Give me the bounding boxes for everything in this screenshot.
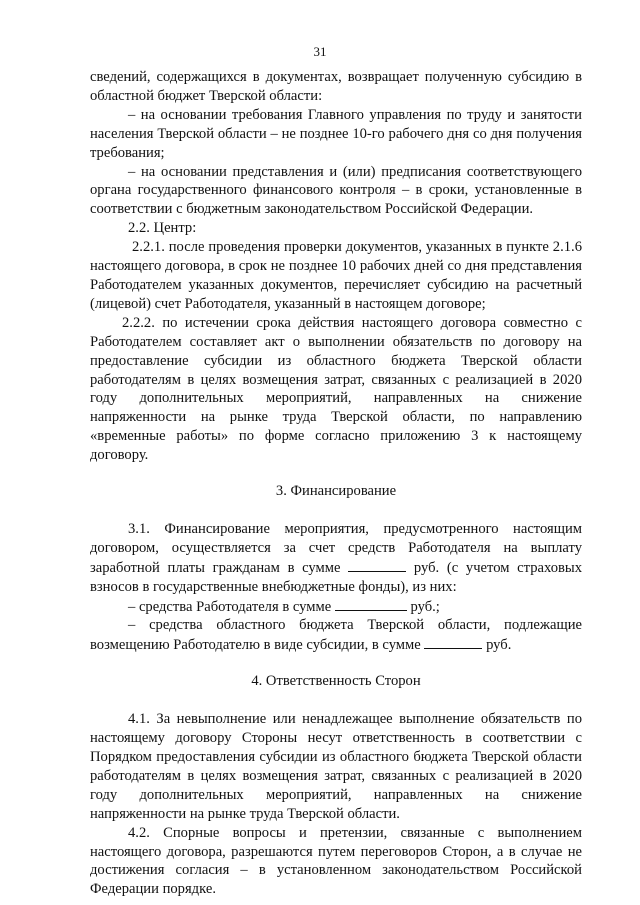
paragraph-3-1-end: руб. (с учетом страховых взносов в государственные внебюджетные фонды), из них: [90, 559, 582, 595]
paragraph-employer-funds [90, 597, 582, 617]
page-number: 31 [313, 44, 327, 59]
paragraph-2-2-2: 2.2.2. по истечении срока действия настоящего договора совместно с Работодателем составляет акт о выполнении обязательств по договору на предоставление субсидии из областного бюджета Тверской области работодателям в целях возмещения затрат, связанных с реализацией в 2020 году дополнительных мероприятий, направленных на снижение напряженности на рынке труда Тверской области, по направлению «временные работы» по форме согласно приложению 3 к настоящему договору. [90, 314, 582, 464]
paragraph-budget-funds [90, 616, 582, 655]
employer-funds-unit: руб.; [410, 598, 440, 615]
document-body [90, 68, 582, 899]
paragraph-requirement: – на основании требования Главного управления по труду и занятости населения Тверской области – не позднее 10-го рабочего дня со дня получения требования; [90, 106, 582, 161]
paragraph-3-1 [90, 520, 582, 597]
amount-blank-subsidy[interactable] [424, 635, 482, 649]
paragraph-4-1: 4.1. За невыполнение или ненадлежащее выполнение обязательств по настоящему договору Стороны несут ответственность в соответствии с Порядком предоставления субсидии из областного бюджета Тверской области работодателям в целях возмещения затрат, связанных с реализацией в 2020 году дополнительных мероприятий, направленных на снижение напряженности на рынке труда Тверской области. [90, 711, 582, 822]
paragraph-4-2: 4.2. Спорные вопросы и претензии, связанные с выполнением настоящего договора, разрешаются путем переговоров Сторон, а в случае не достижения согласия – в установленном законодательством Российской Федерации порядке. [90, 824, 582, 898]
section-4-heading: 4. Ответственность Сторон [251, 673, 421, 690]
paragraph-center-heading: 2.2. Центр: [128, 220, 197, 237]
section-3-heading: 3. Финансирование [275, 483, 397, 500]
paragraph-2-2-1: 2.2.1. после проведения проверки документов, указанных в пункте 2.1.6 настоящего договора, в срок не позднее 10 рабочих дней со дня представления Работодателем указанных документов, перечисляет субсидию на расчетный (лицевой) счет Работодателя, указанный в настоящем договоре; [90, 239, 582, 312]
amount-blank-total[interactable] [348, 558, 406, 572]
paragraph-control-body: – на основании представления и (или) предписания соответствующего органа государственного финансового контроля – в сроки, установленные в соответствии с бюджетным законодательством Российской Федерации. [90, 163, 582, 218]
paragraph-continuation: сведений, содержащихся в документах, возвращает полученную субсидию в областной бюджет Тверской области: [90, 69, 582, 104]
budget-funds-unit: руб. [486, 637, 512, 654]
paragraph-3-1-start: 3.1. Финансирование мероприятия, предусмотренного настоящим договором, осуществляется за счет средств Работодателя на выплату заработной платы гражданам в сумме [90, 520, 582, 576]
employer-funds-text: – средства Работодателя в сумме [128, 598, 332, 615]
budget-funds-text: – средства областного бюджета Тверской области, подлежащие возмещению Работодателю в виде субсидии, в сумме [90, 617, 582, 654]
amount-blank-employer[interactable] [335, 597, 407, 611]
